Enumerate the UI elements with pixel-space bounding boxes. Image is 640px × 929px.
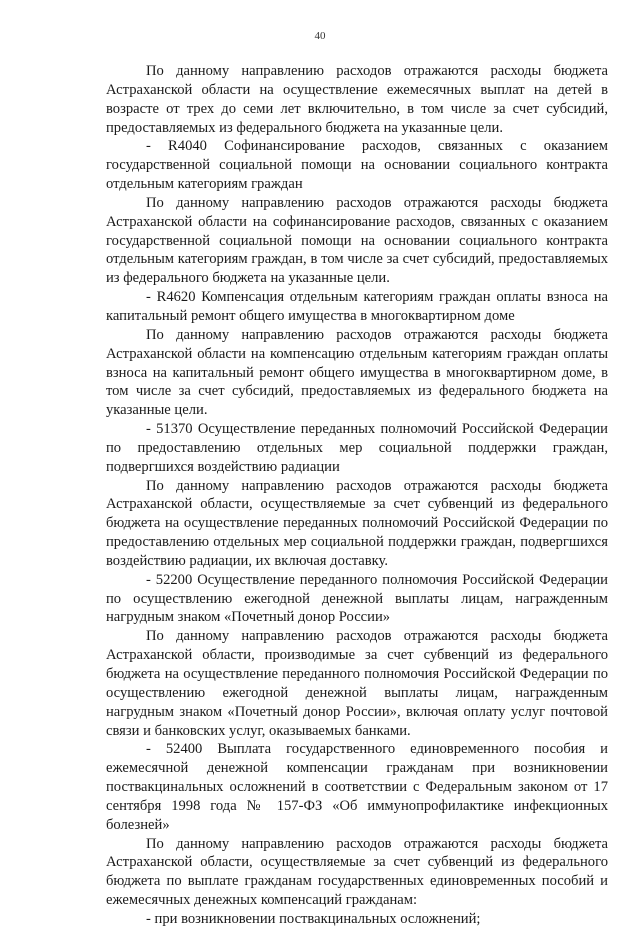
paragraph: - R4040 Софинансирование расходов, связанных с оказанием государственной социальной помощи на основании социального контракта отдельным категориям граждан (106, 138, 608, 193)
paragraph: По данному направлению расходов отражаются расходы бюджета Астраханской области на осуществление ежемесячных выплат на детей в возрасте от трех до семи лет включительно, в том числе за счет субсидий, предоставляемых из федерального бюджета на указанные цели. (106, 63, 608, 136)
paragraph: По данному направлению расходов отражаются расходы бюджета Астраханской области на компенсацию отдельным категориям граждан оплаты взноса на капитальный ремонт общего имущества в многоквартирном доме, в том числе за счет субсидий, предоставляемых из федерального бюджета на указанные цели. (106, 326, 608, 419)
paragraph: По данному направлению расходов отражаются расходы бюджета Астраханской области на софинансирование расходов, связанных с оказанием государственной социальной помощи на основании социального контракта отдельным категориям граждан, в том числе за счет субсидий, предоставляемых из федерального бюджета на указанные цели. (106, 194, 608, 287)
paragraph: - 51370 Осуществление переданных полномочий Российской Федерации по предоставлению отдельных мер социальной поддержки граждан, подвергшихся воздействию радиации (106, 421, 608, 475)
paragraph: По данному направлению расходов отражаются расходы бюджета Астраханской области, осуществляемые за счет субвенций из федерального бюджета по выплате гражданам государственных единовременных пособий и ежемесячных денежных компенсаций гражданам: (106, 835, 608, 909)
paragraph: - R4620 Компенсация отдельным категориям граждан оплаты взноса на капитальный ремонт общего имущества в многоквартирном доме (106, 289, 608, 324)
paragraph: - 52400 Выплата государственного единовременного пособия и ежемесячной денежной компенсации гражданам при возникновении поствакцинальных осложнений в соответствии с Федеральным законом от 17 сентября 1998 года № 157-ФЗ «Об иммунопрофилактике инфекционных болезней» (106, 741, 608, 833)
paragraph: - 52200 Осуществление переданного полномочия Российской Федерации по осуществлению ежегодной денежной выплаты лицам, награжденным нагрудным знаком «Почетный донор России» (106, 571, 608, 626)
paragraph: По данному направлению расходов отражаются расходы бюджета Астраханской области, осуществляемые за счет субвенций из федерального бюджета на осуществление переданных полномочий Российской Федерации по предоставлению отдельных мер социальной поддержки граждан, подвергшихся воздействию радиации, их включая доставку. (106, 477, 608, 569)
document-body (106, 62, 608, 929)
page-number: 40 (314, 30, 326, 42)
paragraph: - при возникновении поствакцинальных осложнений; (146, 910, 481, 927)
paragraph: По данному направлению расходов отражаются расходы бюджета Астраханской области, производимые за счет субвенций из федерального бюджета на осуществление переданного полномочия Российской Федерации по осуществлению ежегодной денежной выплаты лицам, награжденным нагрудным знаком «Почетный донор России», включая оплату услуг почтовой связи и банковских услуг, оказываемых банками. (106, 628, 608, 739)
